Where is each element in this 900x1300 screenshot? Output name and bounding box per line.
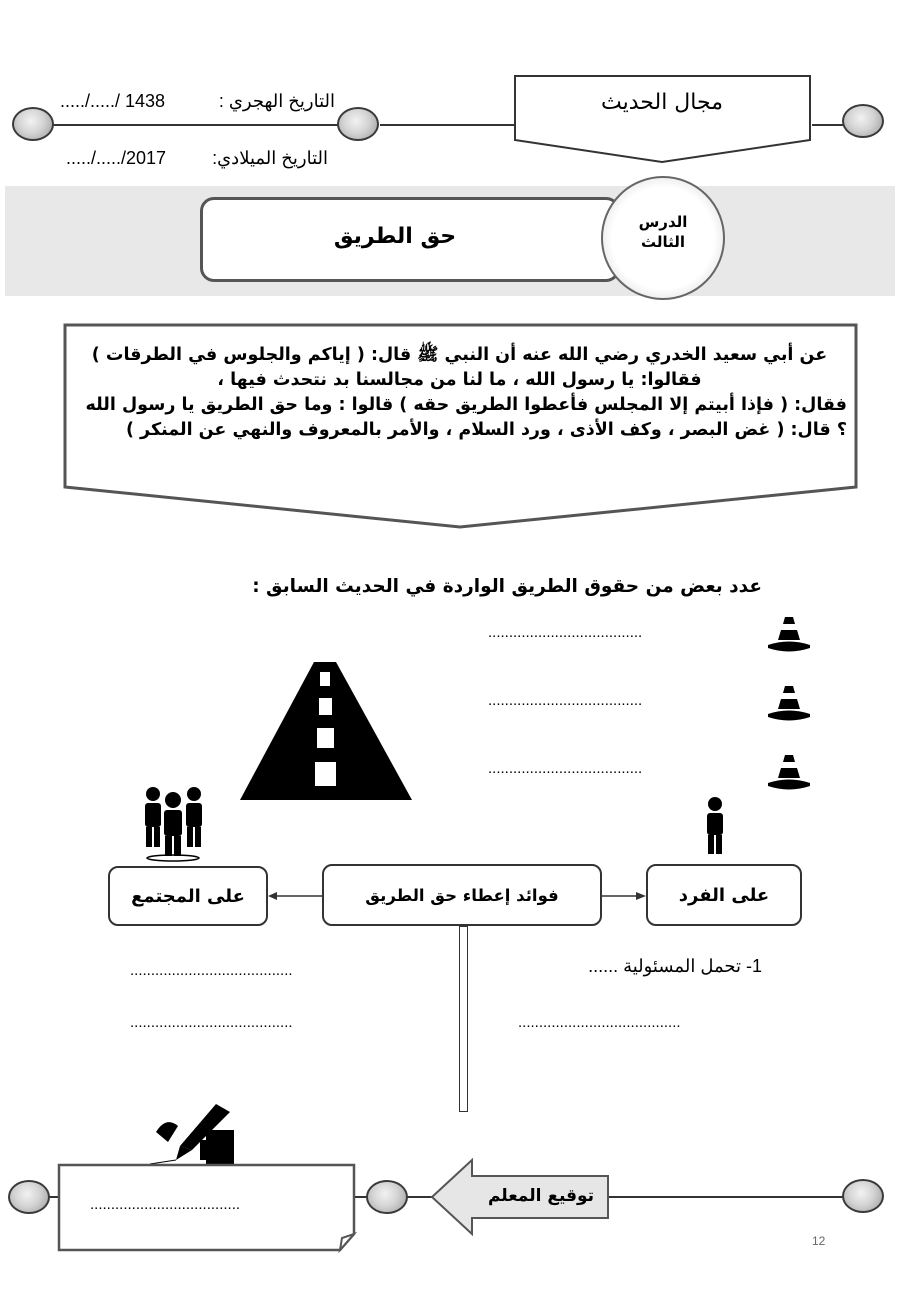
- lesson-number: الثالث: [640, 233, 686, 251]
- footer-rule-right: [608, 1196, 846, 1198]
- writing-hand-icon: [146, 1102, 238, 1164]
- hadith-line: فقال: ( فإذا أبيتم إلا المجلس فأعطوا الطريق حقه ) قالوا : وما حق الطريق يا رسول الله: [85, 395, 847, 415]
- knob-decoration: [842, 1179, 884, 1213]
- traffic-cone-icon: [766, 683, 812, 725]
- society-box: على المجتمع: [108, 866, 268, 926]
- gregorian-date-row: [66, 145, 328, 171]
- traffic-cone-icon: [766, 752, 812, 794]
- gregorian-date-label: التاريخ الميلادي:: [212, 147, 328, 168]
- knob-decoration: [12, 107, 54, 141]
- header-rule-right: [812, 124, 844, 126]
- lesson-badge-text: [601, 212, 725, 252]
- question-prompt: عدد بعض من حقوق الطريق الواردة في الحديث السابق :: [252, 576, 762, 597]
- traffic-cone-icon: [766, 614, 812, 656]
- header-rule-middle: [380, 124, 520, 126]
- domain-title: مجال الحديث: [601, 90, 723, 115]
- signature-line[interactable]: ....................................: [90, 1196, 241, 1213]
- hijri-date-label: التاريخ الهجري :: [218, 90, 335, 111]
- gregorian-date-value: ...../...../2017: [66, 147, 167, 168]
- answer-line[interactable]: .....................................: [488, 624, 643, 641]
- society-item[interactable]: .......................................: [130, 962, 293, 979]
- knob-decoration: [8, 1180, 50, 1214]
- lesson-number-label: الدرس: [638, 213, 688, 231]
- hadith-line: عن أبي سعيد الخدري رضي الله عنه أن النبي ﷺ قال: ( إياكم والجلوس في الطرقات ): [91, 345, 828, 365]
- road-icon: [240, 662, 412, 800]
- hadith-text: [72, 343, 847, 443]
- page-number: 12: [812, 1234, 826, 1248]
- individual-item[interactable]: .......................................: [518, 1014, 681, 1031]
- answer-line[interactable]: .....................................: [488, 760, 643, 777]
- group-people-icon: [138, 786, 208, 862]
- society-item[interactable]: .......................................: [130, 1014, 293, 1031]
- individual-item[interactable]: 1- تحمل المسئولية ......: [588, 956, 762, 976]
- hadith-line: ؟ قال: ( غض البصر ، وكف الأذى ، ورد السلام ، والأمر بالمعروف والنهي عن المنكر ): [125, 420, 847, 440]
- benefits-center-box: فوائد إعطاء حق الطريق: [322, 864, 602, 926]
- hijri-date-value: ...../...../ 1438: [60, 90, 166, 111]
- arrow-to-individual-icon: [600, 888, 648, 904]
- person-icon: [702, 796, 728, 854]
- lesson-title: حق الطريق: [333, 224, 457, 249]
- teacher-signature-label: توقيع المعلم: [487, 1186, 595, 1206]
- domain-title-shape: [512, 72, 816, 168]
- individual-box: على الفرد: [646, 864, 802, 926]
- knob-decoration: [842, 104, 884, 138]
- header-rule-left: [42, 124, 357, 126]
- hadith-line: فقالوا: يا رسول الله ، ما لنا من مجالسنا بد نتحدث فيها ،: [217, 370, 702, 390]
- center-divider: [459, 926, 468, 1112]
- knob-decoration: [366, 1180, 408, 1214]
- knob-decoration: [337, 107, 379, 141]
- hijri-date-row: [60, 88, 335, 114]
- arrow-to-society-icon: [265, 888, 325, 904]
- answer-line[interactable]: .....................................: [488, 692, 643, 709]
